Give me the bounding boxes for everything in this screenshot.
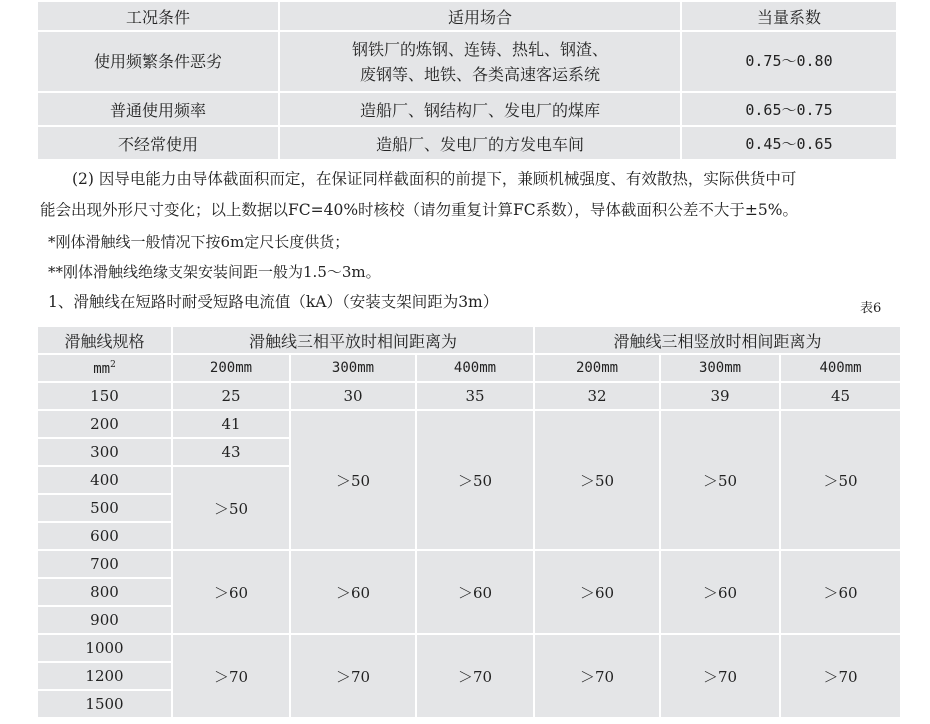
application-cell: 造船厂、钢结构厂、发电厂的煤库 bbox=[279, 92, 681, 126]
spacing-header: 300mm bbox=[290, 354, 416, 382]
value-cell: ＞70 bbox=[290, 634, 416, 718]
value-cell: ＞50 bbox=[290, 410, 416, 550]
spec-cell: 800 bbox=[37, 578, 172, 606]
spec-cell: 300 bbox=[37, 438, 172, 466]
value-cell: 32 bbox=[534, 382, 660, 410]
spacing-header: 300mm bbox=[660, 354, 780, 382]
operating-conditions-table bbox=[36, 0, 898, 161]
coefficient-cell: 0.75～0.80 bbox=[681, 31, 897, 92]
value-cell: 45 bbox=[780, 382, 901, 410]
value-cell: 43 bbox=[172, 438, 290, 466]
value-cell: ＞70 bbox=[172, 634, 290, 718]
spec-cell: 1000 bbox=[37, 634, 172, 662]
condition-cell: 使用频繁条件恶劣 bbox=[37, 31, 279, 92]
value-cell: ＞60 bbox=[172, 550, 290, 634]
spec-cell: 200 bbox=[37, 410, 172, 438]
spec-cell: 600 bbox=[37, 522, 172, 550]
value-cell: 35 bbox=[416, 382, 534, 410]
spec-header: 滑触线规格 bbox=[37, 326, 172, 354]
header-application: 适用场合 bbox=[279, 1, 681, 31]
vertical-group-header: 滑触线三相竖放时相间距离为 bbox=[534, 326, 901, 354]
table-row bbox=[37, 92, 897, 126]
table-row bbox=[37, 550, 901, 578]
condition-cell: 不经常使用 bbox=[37, 126, 279, 160]
flat-group-header: 滑触线三相平放时相间距离为 bbox=[172, 326, 534, 354]
value-cell: 30 bbox=[290, 382, 416, 410]
spec-cell: 1200 bbox=[37, 662, 172, 690]
table-header-row bbox=[37, 326, 901, 354]
bracket-spacing-note: **刚体滑触线绝缘支架安装间距一般为1.5～3m。 bbox=[48, 263, 381, 281]
spacing-header: 400mm bbox=[780, 354, 901, 382]
table-label: 表6 bbox=[860, 301, 882, 316]
note-paragraph-line: (2) 因导电能力由导体截面积而定，在保证同样截面积的前提下，兼顾机械强度、有效散热，实际供货中可 bbox=[72, 170, 797, 188]
unit-cell bbox=[37, 354, 172, 382]
unit-label: mm bbox=[93, 361, 111, 377]
value-cell: 39 bbox=[660, 382, 780, 410]
condition-cell: 普通使用频率 bbox=[37, 92, 279, 126]
spacing-header: 200mm bbox=[172, 354, 290, 382]
spec-cell: 1500 bbox=[37, 690, 172, 718]
coefficient-cell: 0.65～0.75 bbox=[681, 92, 897, 126]
value-cell: ＞60 bbox=[660, 550, 780, 634]
spec-cell: 400 bbox=[37, 466, 172, 494]
note-paragraph-line: 能会出现外形尺寸变化；以上数据以FC=40%时核校（请勿重复计算FC系数），导体截面积公差不大于±5%。 bbox=[40, 201, 798, 219]
supply-length-note: *刚体滑触线一般情况下按6m定尺长度供货； bbox=[48, 233, 350, 251]
value-cell: 25 bbox=[172, 382, 290, 410]
table-row bbox=[37, 126, 897, 160]
value-cell: ＞70 bbox=[534, 634, 660, 718]
value-cell: ＞60 bbox=[780, 550, 901, 634]
value-cell: ＞70 bbox=[780, 634, 901, 718]
application-line: 钢铁厂的炼钢、连铸、热轧、钢渣、 bbox=[351, 39, 608, 59]
application-cell: 造船厂、发电厂的方发电车间 bbox=[279, 126, 681, 160]
header-condition: 工况条件 bbox=[37, 1, 279, 31]
value-cell: ＞50 bbox=[780, 410, 901, 550]
table-row bbox=[37, 31, 897, 92]
spec-cell: 150 bbox=[37, 382, 172, 410]
coefficient-cell: 0.45～0.65 bbox=[681, 126, 897, 160]
value-cell: ＞50 bbox=[660, 410, 780, 550]
spec-cell: 700 bbox=[37, 550, 172, 578]
value-cell: ＞60 bbox=[416, 550, 534, 634]
unit-superscript: 2 bbox=[110, 360, 116, 370]
value-cell: ＞60 bbox=[290, 550, 416, 634]
table-row bbox=[37, 634, 901, 662]
value-cell: ＞60 bbox=[534, 550, 660, 634]
application-cell bbox=[279, 31, 681, 92]
table-row bbox=[37, 382, 901, 410]
header-coefficient: 当量系数 bbox=[681, 1, 897, 31]
value-cell: ＞50 bbox=[172, 466, 290, 550]
value-cell: ＞70 bbox=[660, 634, 780, 718]
value-cell: ＞70 bbox=[416, 634, 534, 718]
section-title: 1、滑触线在短路时耐受短路电流值（kA）（安装支架间距为3m） bbox=[48, 293, 499, 311]
value-cell: ＞50 bbox=[534, 410, 660, 550]
value-cell: ＞50 bbox=[416, 410, 534, 550]
value-cell: 41 bbox=[172, 410, 290, 438]
table-header-row bbox=[37, 1, 897, 31]
table-header-row bbox=[37, 354, 901, 382]
table-row bbox=[37, 410, 901, 438]
spacing-header: 400mm bbox=[416, 354, 534, 382]
spec-cell: 900 bbox=[37, 606, 172, 634]
application-line: 废钢等、地铁、各类高速客运系统 bbox=[359, 64, 600, 84]
short-circuit-current-table bbox=[36, 325, 902, 719]
spacing-header: 200mm bbox=[534, 354, 660, 382]
spec-cell: 500 bbox=[37, 494, 172, 522]
